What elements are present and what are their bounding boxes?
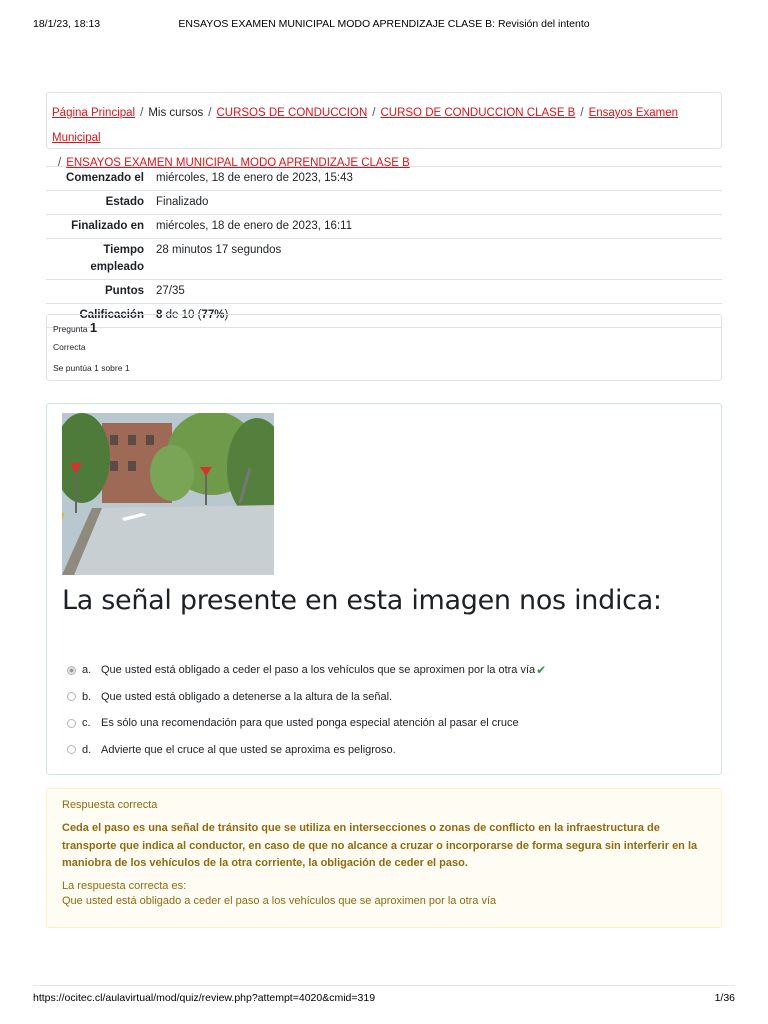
- breadcrumb-separator: /: [208, 107, 212, 119]
- grade-out-of: de 10: [165, 309, 195, 321]
- marks-value: 27/35: [156, 285, 185, 297]
- answer-option-c[interactable]: [67, 710, 546, 737]
- radio-button[interactable]: [67, 692, 76, 701]
- print-footer: [33, 992, 735, 1004]
- checkmark-icon: ✔: [536, 663, 547, 678]
- time-taken-label: Tiempo empleado: [90, 244, 144, 273]
- answer-letter: d.: [82, 743, 92, 756]
- print-datetime: 18/1/23, 18:13: [33, 18, 101, 30]
- breadcrumb-separator: /: [580, 107, 584, 119]
- right-answer-label: La respuesta correcta es:: [62, 879, 187, 892]
- table-row: [46, 239, 722, 280]
- answer-text: Advierte que el cruce al que usted se aproxima es peligroso.: [101, 743, 396, 756]
- question-number: [53, 321, 715, 336]
- intersection-photo: [62, 413, 274, 575]
- started-label: Comenzado el: [66, 172, 144, 184]
- right-answer-text: Que usted está obligado a ceder el paso a los vehículos que se aproximen por la otra vía: [62, 894, 497, 907]
- feedback-explanation: Ceda el paso es una señal de tránsito que se utiliza en intersecciones o zonas de conflicto en la infraestructura de transporte que indica al conductor, en caso de que no alcance a cruzar o incorporarse de forma segura sin interferir en la maniobra de los vehículos de la otra corriente, la obligación de ceder el paso.: [62, 822, 698, 869]
- radio-button[interactable]: [67, 719, 76, 728]
- answer-letter: b.: [82, 690, 92, 703]
- breadcrumb-separator: /: [58, 157, 62, 169]
- answer-text: Que usted está obligado a detenerse a la altura de la señal.: [101, 690, 393, 703]
- question-grade: Se puntúa 1 sobre 1: [53, 363, 130, 373]
- print-header: [33, 18, 735, 30]
- breadcrumb-quiz-link[interactable]: ENSAYOS EXAMEN MUNICIPAL MODO APRENDIZAJE CLASE B: [66, 157, 410, 169]
- grade-value-cell: 8 de 10 (77%): [156, 309, 229, 321]
- answer-text: Es sólo una recomendación para que usted ponga especial atención al pasar el cruce: [101, 717, 519, 730]
- print-page-number: 1/36: [714, 992, 735, 1004]
- answer-list: [67, 657, 546, 763]
- started-value: miércoles, 18 de enero de 2023, 15:43: [156, 172, 353, 184]
- attempt-summary-table: [46, 166, 722, 328]
- question-number-value: 1: [89, 320, 98, 335]
- breadcrumb-separator: /: [372, 107, 376, 119]
- answer-letter: a.: [82, 664, 92, 677]
- state-label: Estado: [105, 196, 144, 208]
- breadcrumb-section-link[interactable]: Ensayos Examen Municipal: [52, 107, 679, 144]
- question-formulation: [46, 403, 722, 775]
- answer-text: Que usted está obligado a ceder el paso a los vehículos que se aproximen por la otra vía: [101, 664, 536, 677]
- state-value: Finalizado: [156, 196, 209, 208]
- breadcrumb-my-courses: Mis cursos: [148, 107, 204, 119]
- marks-label: Puntos: [105, 285, 144, 297]
- table-row: [46, 191, 722, 215]
- grade-label: Calificación: [79, 309, 144, 321]
- grade-percent: 77%: [201, 309, 225, 321]
- question-info-box: [46, 314, 722, 381]
- print-url: https://ocitec.cl/aulavirtual/mod/quiz/review.php?attempt=4020&cmid=319: [33, 992, 376, 1004]
- table-row: [46, 215, 722, 239]
- answer-option-d[interactable]: [67, 737, 546, 764]
- answer-option-b[interactable]: [67, 684, 546, 711]
- feedback-box: [46, 788, 722, 928]
- photo-illustration: [62, 413, 274, 575]
- print-title: ENSAYOS EXAMEN MUNICIPAL MODO APRENDIZAJE CLASE B: Revisión del intento: [178, 18, 590, 30]
- footer-divider: [33, 985, 735, 986]
- radio-button[interactable]: [67, 666, 76, 675]
- table-row: [46, 280, 722, 304]
- breadcrumb-home-link[interactable]: Página Principal: [52, 107, 136, 119]
- question-state: Correcta: [53, 342, 86, 352]
- breadcrumb: [46, 92, 722, 169]
- breadcrumb-separator: /: [140, 107, 144, 119]
- time-taken-value: 28 minutos 17 segundos: [156, 244, 282, 256]
- answer-option-a[interactable]: [67, 657, 546, 684]
- feedback-state: Respuesta correcta: [62, 799, 158, 811]
- grade-value: 8: [156, 309, 163, 321]
- question-text: La señal presente en esta imagen nos indica:: [62, 585, 662, 616]
- answer-letter: c.: [82, 717, 91, 730]
- finished-label: Finalizado en: [71, 220, 144, 232]
- finished-value: miércoles, 18 de enero de 2023, 16:11: [156, 220, 353, 232]
- breadcrumb-category-link[interactable]: CURSOS DE CONDUCCION: [216, 107, 368, 119]
- breadcrumb-course-link[interactable]: CURSO DE CONDUCCION CLASE B: [380, 107, 576, 119]
- table-row: [46, 167, 722, 191]
- question-label: Pregunta: [53, 324, 88, 334]
- radio-button[interactable]: [67, 745, 76, 754]
